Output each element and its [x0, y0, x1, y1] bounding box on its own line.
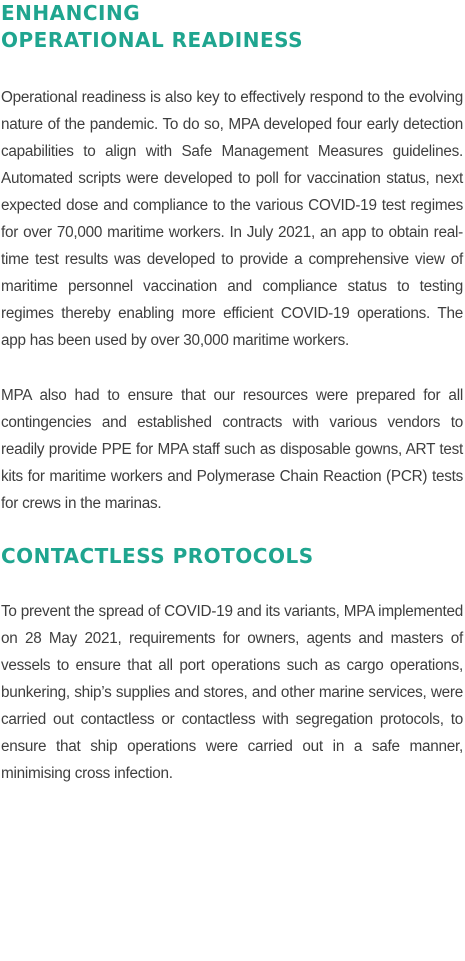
section-heading-enhancing-operational-readiness [1, 0, 463, 54]
paragraph-resource-preparedness: MPA also had to ensure that our resources were prepared for all contingencies and established contracts with various vendors to readily provide PPE for MPA staff such as disposable gowns, ART test kits for maritime workers and Polymerase Chain Reaction (PCR) tests for crews in the marinas. [1, 387, 463, 512]
heading-line: ENHANCING [1, 1, 141, 25]
heading-line: OPERATIONAL READINESS [1, 28, 304, 52]
section-heading-contactless-protocols [1, 543, 463, 570]
paragraph-contactless-protocols: To prevent the spread of COVID-19 and its variants, MPA implemented on 28 May 2021, requirements for owners, agents and masters of vessels to ensure that all port operations such as cargo operations, bunkering, ship’s supplies and stores, and other marine services, were carried out contactless or contactless with segregation protocols, to ensure that ship operations were carried out in a safe manner, minimising cross infection. [1, 603, 463, 782]
paragraph-operational-readiness: Operational readiness is also key to effectively respond to the evolving nature of the pandemic. To do so, MPA developed four early detection capabilities to align with Safe Management Measures guidelines. Automated scripts were developed to poll for vaccination status, next expected dose and compliance to the various COVID-19 test regimes for over 70,000 maritime workers. In July 2021, an app to obtain real-time test results was developed to provide a comprehensive view of maritime personnel vaccination and compliance status to testing regimes thereby enabling more efficient COVID-19 operations. The app has been used by over 30,000 maritime workers. [1, 89, 463, 349]
heading-line: CONTACTLESS PROTOCOLS [1, 544, 314, 568]
